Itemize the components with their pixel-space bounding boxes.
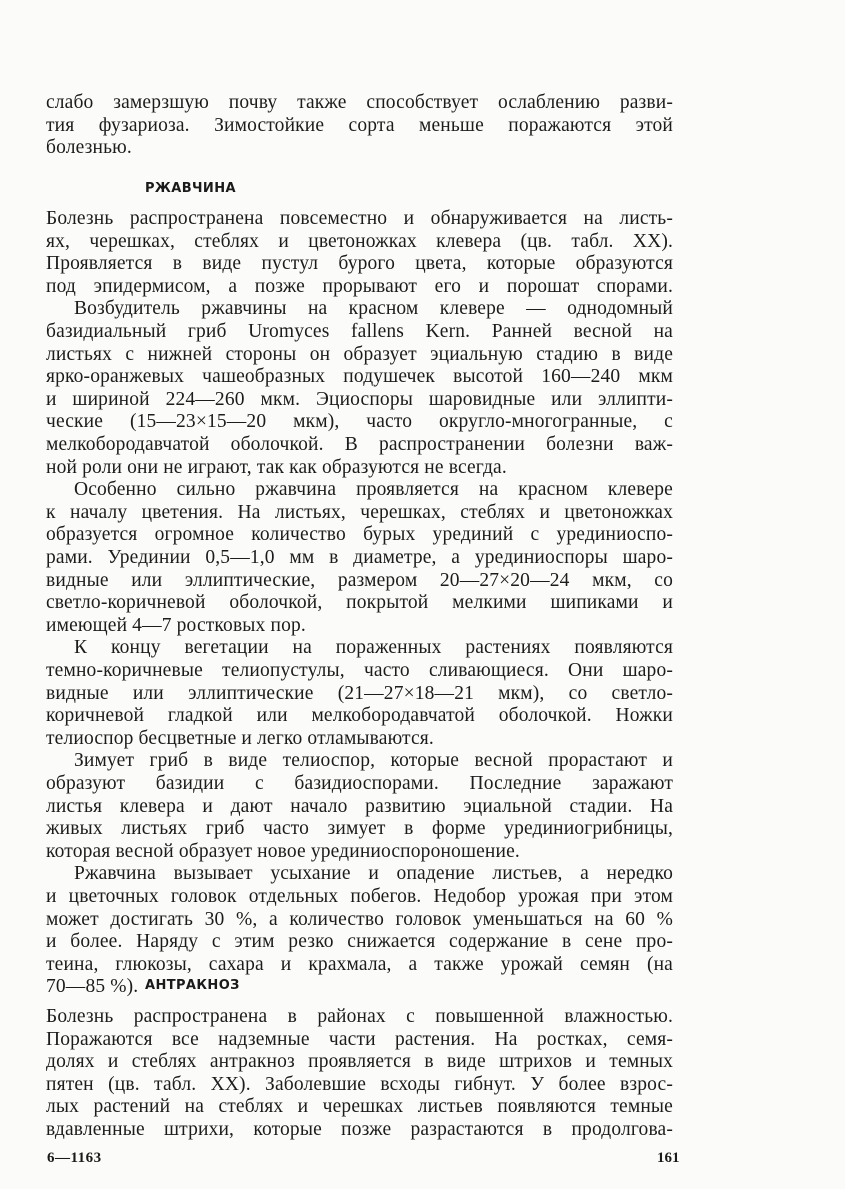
printer-signature: 6—1163 bbox=[47, 1150, 102, 1166]
text-line: ной роли они не играют, так как образуются не всегда. bbox=[46, 456, 507, 478]
text-line: листьях с нижней стороны он образует эциальную стадию в виде bbox=[46, 343, 673, 365]
text-line: Особенно сильно ржавчина проявляется на красном клевере bbox=[74, 479, 673, 501]
text-line: ческие (15—23×15—20 мкм), часто округло-многогранные, с bbox=[46, 411, 673, 433]
text-line: мелкобородавчатой оболочкой. В распространении болезни важ- bbox=[46, 433, 673, 455]
text-line: Проявляется в виде пустул бурого цвета, которые образуются bbox=[46, 253, 673, 275]
text-line: Ржавчина вызывает усыхание и опадение листьев, а нередко bbox=[74, 863, 673, 885]
text-line: рами. Урединии 0,5—1,0 мм в диаметре, а урединиоспоры шаро- bbox=[46, 546, 673, 568]
text-line: пятен (цв. табл. XX). Заболевшие всходы гибнут. У более взрос- bbox=[46, 1073, 673, 1095]
text-line: теина, глюкозы, сахара и крахмала, а также урожай семян (на bbox=[46, 953, 673, 975]
text-line: и более. Наряду с этим резко снижается содержание в сене про- bbox=[46, 931, 673, 953]
text-line: ярко-оранжевых чашеобразных подушечек высотой 160—240 мкм bbox=[46, 366, 673, 388]
text-line: вдавленные штрихи, которые позже разрастаются в продолгова- bbox=[46, 1118, 673, 1140]
text-line: базидиальный гриб Uromyces fallens Kern. Ранней весной на bbox=[46, 320, 673, 342]
text-line: долях и стеблях антракноз проявляется в виде штрихов и темных bbox=[46, 1051, 673, 1073]
section-heading-rust: РЖАВЧИНА bbox=[145, 181, 236, 196]
rust-paragraph-6 bbox=[46, 863, 673, 999]
text-line: образуют базидии с базидиоспорами. Последние заражают bbox=[46, 772, 673, 794]
text-line: телиоспор бесцветные и легко отламываются. bbox=[46, 727, 434, 749]
rust-paragraph-5 bbox=[46, 750, 673, 863]
text-line: имеющей 4—7 ростковых пор. bbox=[46, 614, 306, 636]
text-line: Поражаются все надземные части растения. На ростках, семя- bbox=[46, 1028, 673, 1050]
rust-paragraph-1 bbox=[46, 208, 673, 298]
rust-paragraph-2 bbox=[46, 298, 673, 479]
text-line: видные или эллиптические (21—27×18—21 мкм), со светло- bbox=[46, 682, 673, 704]
text-line: 70—85 %). bbox=[46, 976, 139, 998]
text-line: светло-коричневой оболочкой, покрытой мелкими шипиками и bbox=[46, 592, 673, 614]
text-line: и шириной 224—260 мкм. Эциоспоры шаровидные или эллипти- bbox=[46, 388, 673, 410]
section-heading-anthracnose: АНТРАКНОЗ bbox=[145, 978, 240, 993]
text-line: которая весной образует новое урединиоспороношение. bbox=[46, 840, 520, 862]
text-line: темно-коричневые телиопустулы, часто сливающиеся. Они шаро- bbox=[46, 659, 673, 681]
text-line: коричневой гладкой или мелкобородавчатой оболочкой. Ножки bbox=[46, 705, 673, 727]
text-line: болезнью. bbox=[46, 137, 132, 159]
text-line: Возбудитель ржавчины на красном клевере — однодомный bbox=[74, 298, 673, 320]
text-line: листья клевера и дают начало развитию эциальной стадии. На bbox=[46, 795, 673, 817]
rust-paragraph-4 bbox=[46, 637, 673, 750]
text-line: живых листьях гриб часто зимует в форме урединиогрибницы, bbox=[46, 818, 673, 840]
text-line: под эпидермисом, а позже прорывают его и порошат спорами. bbox=[46, 275, 673, 297]
text-line: ях, черешках, стеблях и цветоножках клевера (цв. табл. XX). bbox=[46, 230, 673, 252]
rust-paragraph-3 bbox=[46, 479, 673, 637]
text-line: может достигать 30 %, а количество головок уменьшаться на 60 % bbox=[46, 908, 673, 930]
text-line: к началу цветения. На листьях, черешках, стеблях и цветоножках bbox=[46, 501, 673, 523]
text-line: видные или эллиптические, размером 20—27×20—24 мкм, со bbox=[46, 569, 673, 591]
page-number: 161 bbox=[657, 1150, 680, 1166]
text-line: Болезнь распространена повсеместно и обнаруживается на листь- bbox=[46, 208, 673, 229]
anthracnose-paragraph bbox=[46, 1006, 673, 1142]
text-line: и цветочных головок отдельных побегов. Недобор урожая при этом bbox=[46, 885, 673, 907]
text-line: Болезнь распространена в районах с повышенной влажностью. bbox=[46, 1006, 673, 1027]
text-line: тия фузариоза. Зимостойкие сорта меньше поражаются этой bbox=[46, 114, 673, 136]
text-line: К концу вегетации на пораженных растениях появляются bbox=[74, 637, 673, 659]
text-line: образуется огромное количество бурых урединий с урединиоспо- bbox=[46, 524, 673, 546]
intro-paragraph bbox=[46, 92, 673, 160]
text-line: слабо замерзшую почву также способствует ослаблению разви- bbox=[46, 92, 673, 113]
text-line: Зимует гриб в виде телиоспор, которые весной прорастают и bbox=[74, 750, 673, 772]
text-line: лых растений на стеблях и черешках листьев появляются темные bbox=[46, 1096, 673, 1118]
